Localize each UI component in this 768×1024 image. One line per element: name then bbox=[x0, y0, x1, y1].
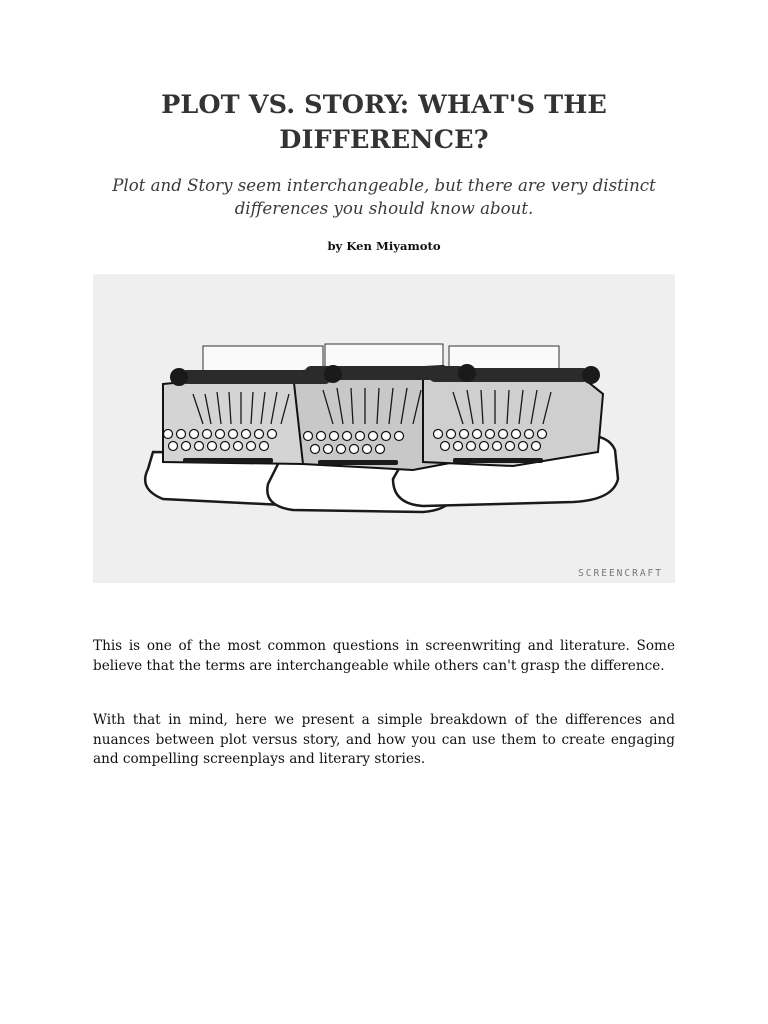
hero-image bbox=[93, 274, 675, 583]
paragraph-purpose: With that in mind, here we present a simple breakdown of the differences and nuances between plot versus story, and how you can use them to create engaging and compelling screenplays and literary stories. bbox=[93, 712, 675, 767]
paragraph-intro: This is one of the most common questions in screenwriting and literature. Some believe that the terms are interchangeable while others can't grasp the difference. bbox=[93, 638, 675, 674]
article-byline: by Ken Miyamoto bbox=[327, 239, 441, 253]
image-watermark: SCREENCRAFT bbox=[578, 568, 663, 579]
typewriters-illustration bbox=[93, 274, 675, 583]
article-title: PLOT VS. STORY: WHAT'S THE DIFFERENCE? bbox=[161, 90, 607, 155]
document-page bbox=[93, 0, 675, 767]
article-subtitle: Plot and Story seem interchangeable, but there are very distinct differences you should know about. bbox=[112, 176, 656, 218]
